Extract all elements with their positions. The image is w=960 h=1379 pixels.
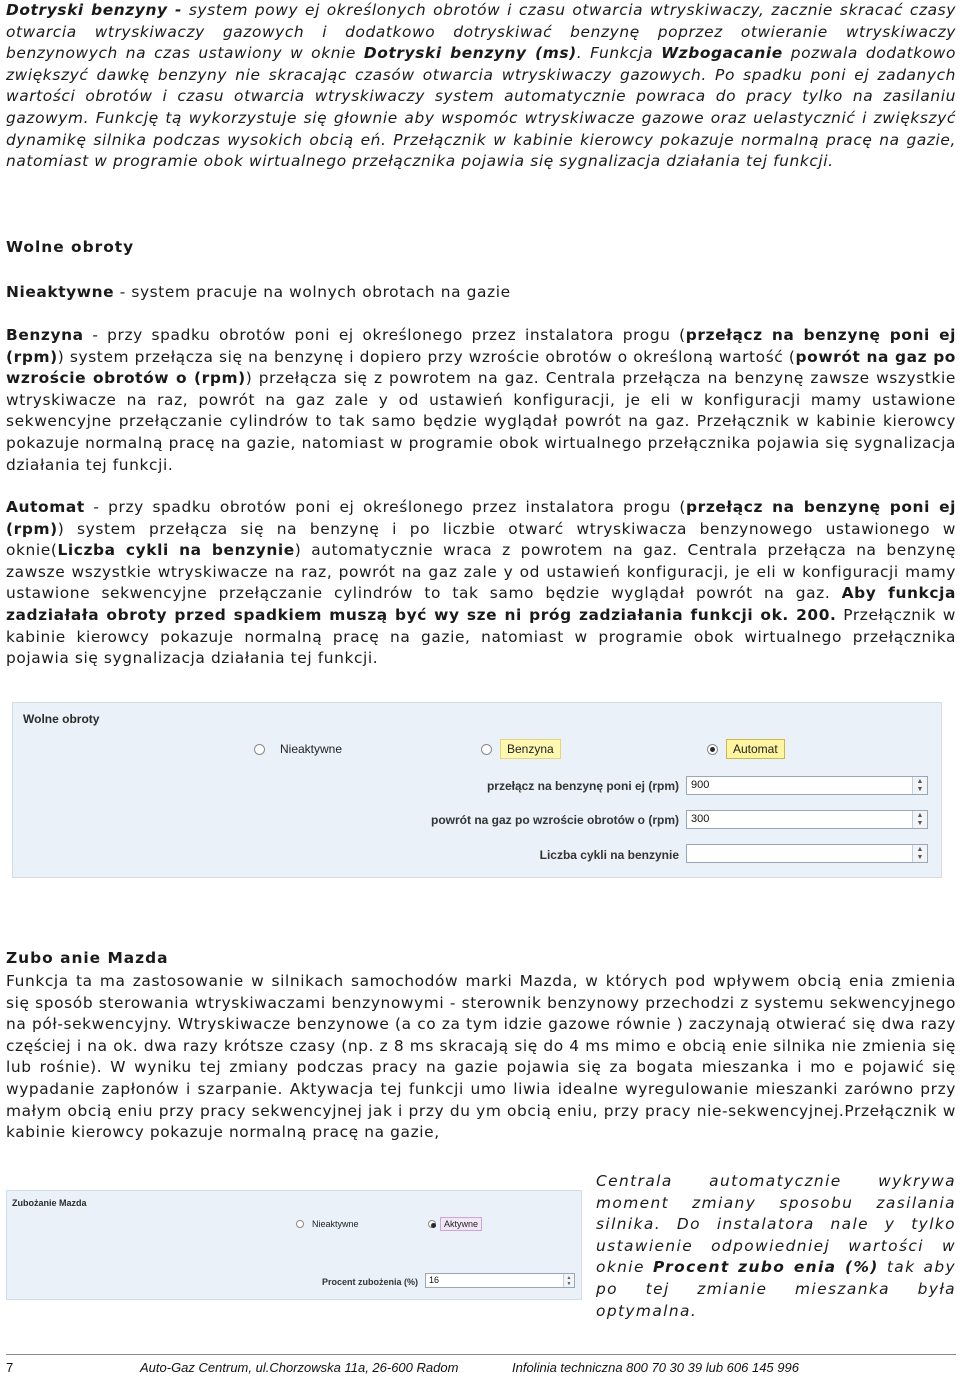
spinner-icon[interactable]: ▲ ▼	[912, 845, 927, 862]
radio-benzyna[interactable]	[481, 744, 492, 755]
spinner-icon[interactable]: ▲ ▼	[563, 1274, 574, 1287]
mazda-panel-title: Zubożanie Mazda	[12, 1198, 87, 1208]
petrol-cycles-input[interactable]	[686, 844, 928, 863]
idle-settings-panel	[12, 702, 942, 878]
lean-percent-input[interactable]: 16 ▲ ▼	[425, 1273, 575, 1288]
switch-to-petrol-label: przełącz na benzynę poni ej (rpm)	[486, 779, 679, 793]
radio-mazda-active[interactable]	[428, 1220, 436, 1228]
return-to-gas-label: powrót na gaz po wzroście obrotów o (rpm)	[431, 813, 679, 827]
option-benzyna-label: Benzyna	[500, 739, 561, 759]
option-automat[interactable]	[707, 739, 785, 759]
option-mazda-inactive-label: Nieaktywne	[312, 1219, 359, 1229]
footer-company: Auto-Gaz Centrum, ul.Chorzowska 11a, 26-600 Radom	[140, 1360, 459, 1375]
radio-mazda-inactive[interactable]	[296, 1220, 304, 1228]
automat-paragraph: Automat - przy spadku obrotów poni ej określonego przez instalatora progu (przełącz na benzynę poni ej (rpm)) system przełącza się na benzynę i po liczbie otwarć wtryskiwacza benzynowego ustawionego w oknie(Liczba cykli na benzynie) automatycznie wraca z powrotem na gaz. Centrala przełącza na benzynę zawsze wszystkie wtryskiwacze na raz, powrót na gaz zale y od ustawień konfiguracji, je eli w konfiguracji mamy ustawione sekwencyjne przełączanie cylindrów to tak samo będzie wyglądał powrót na gaz. Aby funkcja zadziałała obroty przed spadkiem muszą być wy sze ni próg zadziałania funkcji ok. 200. Przełącznik w kabinie kierowcy pokazuje normalną pracę na gazie, natomiast w programie obok wirtualnego przełącznika pojawia się sygnalizacja działania tej funkcji.	[6, 498, 956, 668]
benzyna-paragraph: Benzyna - przy spadku obrotów poni ej określonego przez instalatora progu (przełącz na benzynę poni ej (rpm)) system przełącza się na benzynę i dopiero przy wzroście obrotów o określoną wartość (powrót na gaz po wzroście obrotów o (rpm)) przełącza się z powrotem na gaz. Centrala przełącza na benzynę zawsze wszystkie wtryskiwacze na raz, powrót na gaz zale y od ustawień konfiguracji, je eli w konfiguracji mamy ustawione sekwencyjne przełączanie cylindrów to tak samo będzie wyglądał powrót na gaz. Przełącznik w kabinie kierowcy pokazuje normalną pracę na gazie, natomiast w programie obok wirtualnego przełącznika pojawia się sygnalizacja działania tej funkcji.	[6, 326, 956, 474]
idle-heading: Wolne obroty	[6, 238, 135, 256]
inactive-paragraph: Nieaktywne - system pracuje na wolnych obrotach na gazie	[6, 283, 511, 301]
switch-to-petrol-input[interactable]: 900 ▲ ▼	[686, 776, 928, 795]
radio-nieaktywne[interactable]	[254, 744, 265, 755]
lean-percent-label: Procent zubożenia (%)	[321, 1277, 418, 1287]
idle-panel-title: Wolne obroty	[23, 712, 100, 726]
option-nieaktywne[interactable]	[254, 739, 349, 759]
radio-automat[interactable]	[707, 744, 718, 755]
mazda-settings-panel	[6, 1190, 582, 1300]
petrol-cycles-label: Liczba cykli na benzynie	[539, 848, 679, 862]
mazda-paragraph: Funkcja ta ma zastosowanie w silnikach samochodów marki Mazda, w których pod wpływem obcią enia zmienia się sposób sterowania wtryskiwaczami benzynowymi - sterownik benzynowy przechodzi z systemu sekwencyjnego na pół-sekwencyjny. Wtryskiwacze benzynowe (a co za tym idzie gazowe równie ) zaczynają otwierać się dwa razy częściej i na ok. dwa razy krótsze czasy (np. z 8 ms skracają się do 4 ms mimo e obcią enie silnika nie zmienia się lub rośnie). W wyniku tej zmiany podczas pracy na gazie pojawia się za bogata mieszanka i mo e pojawić się wypadanie zapłonów i szarpanie. Aktywacja tej funkcji umo liwia idealne wyregulowanie mieszanki zarówno przy małym obcią eniu przy pracy sekwencyjnej jak i przy du ym obcią eniu, przy pracy nie-sekwencyjnej.Przełącznik w kabinie kierowcy pokazuje normalną pracę na gazie,	[6, 972, 956, 1142]
option-nieaktywne-label: Nieaktywne	[280, 742, 343, 756]
return-to-gas-input[interactable]: 300 ▲ ▼	[686, 810, 928, 829]
footer-divider	[6, 1354, 956, 1355]
footer-hotline: Infolinia techniczna 800 70 30 39 lub 606 145 996	[512, 1360, 799, 1375]
option-mazda-active-label: Aktywne	[440, 1217, 482, 1231]
page-number: 7	[6, 1360, 14, 1375]
option-automat-label: Automat	[726, 739, 785, 759]
option-mazda-inactive[interactable]	[296, 1217, 363, 1231]
option-benzyna[interactable]	[481, 739, 561, 759]
mazda-heading: Zubo anie Mazda	[6, 949, 169, 967]
spinner-icon[interactable]: ▲ ▼	[912, 777, 927, 794]
mazda-side-text: Centrala automatycznie wykrywa moment zmiany sposobu zasilania silnika. Do instalatora nale y tylko ustawienie odpowiedniej wartości w oknie Procent zubo enia (%) tak aby po tej zmianie mieszanka była optymalna.	[596, 1172, 957, 1320]
spinner-icon[interactable]: ▲ ▼	[912, 811, 927, 828]
fuel-injection-term: Dotryski benzyny -	[6, 1, 182, 19]
option-mazda-active[interactable]	[428, 1217, 482, 1231]
fuel-injection-paragraph: Dotryski benzyny - system powy ej określonych obrotów i czasu otwarcia wtryskiwaczy, zacznie skracać czasy otwarcia wtryskiwaczy gazowych i dodatkowo dotryskiwać benzynę poprzez otwieranie wtryskiwaczy benzynowych na czas ustawiony w oknie Dotryski benzyny (ms). Funkcja Wzbogacanie pozwala dodatkowo zwiększyć dawkę benzyny nie skracając czasów otwarcia wtryskiwaczy gazowych. Po spadku poni ej zadanych wartości obrotów i czasu otwarcia wtryskiwaczy system automatycznie powraca do pracy tylko na zasilaniu gazowym. Funkcję tą wykorzystuje się głownie aby wspomóc wtryskiwacze gazowe oraz uelastycznić i zwiększyć dynamikę silnika podczas wysokich obcią eń. Przełącznik w kabinie kierowcy pokazuje normalną pracę na gazie, natomiast w programie obok wirtualnego przełącznika pojawia się sygnalizacja działania tej funkcji.	[6, 1, 957, 171]
